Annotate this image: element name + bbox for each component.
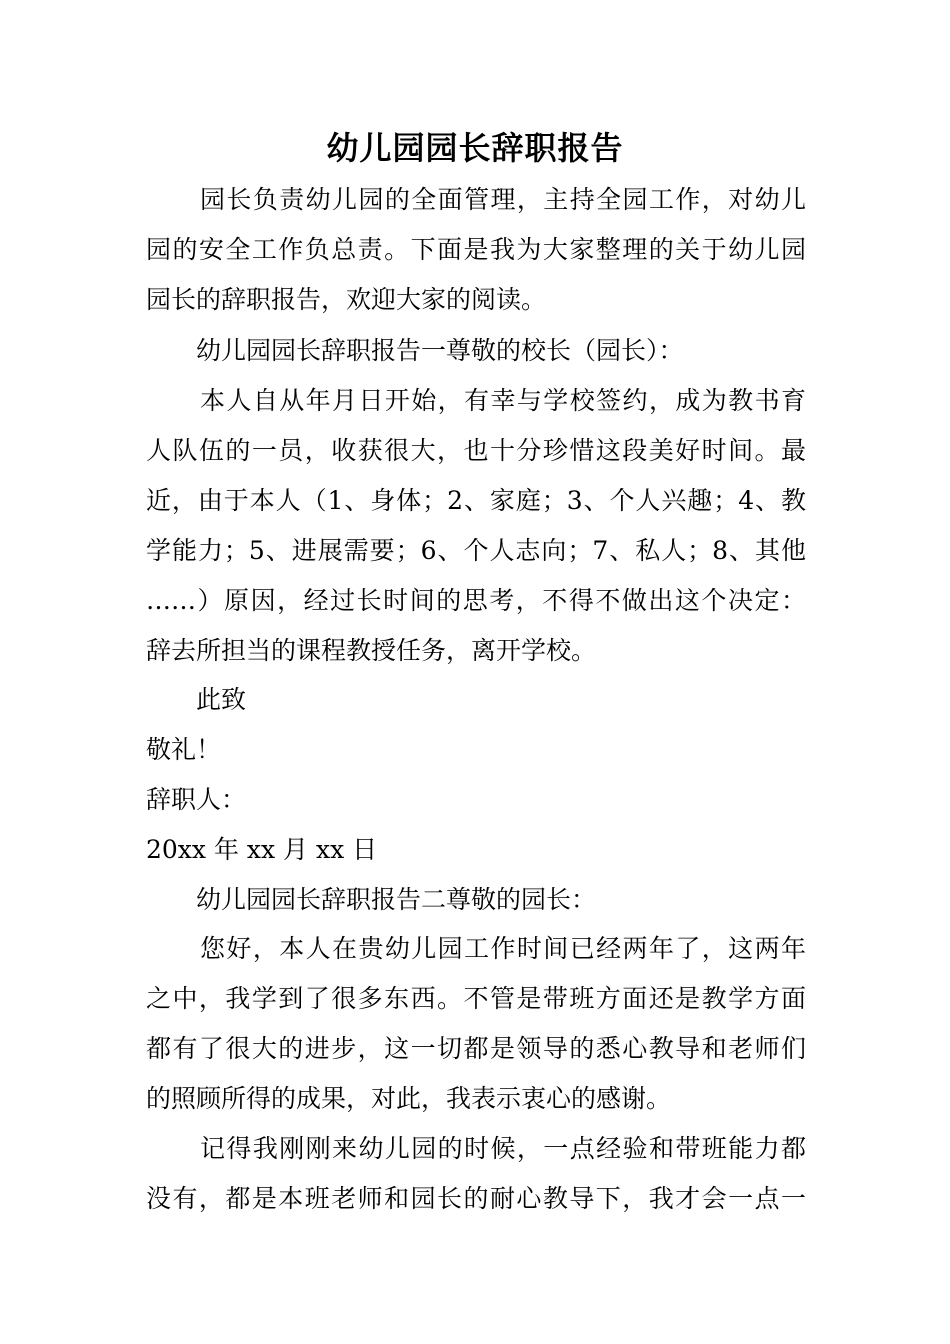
signature-label: 辞职人： <box>146 785 247 814</box>
closing-salutation: 此致 <box>196 685 247 714</box>
date-line: 20xx 年 xx 月 xx 日 <box>146 835 378 864</box>
paragraph-line: 之中，我学到了很多东西。不管是带班方面还是教学方面 <box>146 984 806 1013</box>
paragraph-line: 人队伍的一员，收获很大，也十分珍惜这段美好时间。最 <box>146 436 806 465</box>
paragraph-line: 记得我刚刚来幼儿园的时候，一点经验和带班能力都 <box>200 1134 806 1163</box>
paragraph-line: 的照顾所得的成果，对此，我表示衷心的感谢。 <box>146 1084 672 1113</box>
section-heading: 幼儿园园长辞职报告一尊敬的校长（园长）： <box>196 336 684 365</box>
paragraph-line: 您好，本人在贵幼儿园工作时间已经两年了，这两年 <box>200 934 806 963</box>
closing-respect: 敬礼！ <box>146 735 222 764</box>
document-title: 幼儿园园长辞职报告 <box>326 129 624 167</box>
paragraph-line: 园的安全工作负总责。下面是我为大家整理的关于幼儿园 <box>146 235 806 264</box>
paragraph-line: 园长的辞职报告，欢迎大家的阅读。 <box>146 285 547 314</box>
paragraph-line: ……）原因，经过长时间的思考，不得不做出这个决定： <box>146 586 806 615</box>
paragraph-line: 都有了很大的进步，这一切都是领导的悉心教导和老师们 <box>146 1034 806 1063</box>
paragraph-line: 本人自从年月日开始，有幸与学校签约，成为教书育 <box>200 386 806 415</box>
section-heading: 幼儿园园长辞职报告二尊敬的园长： <box>196 885 597 914</box>
paragraph-line: 辞去所担当的课程教授任务，离开学校。 <box>146 636 597 665</box>
paragraph-line: 园长负责幼儿园的全面管理，主持全园工作，对幼儿 <box>200 185 806 214</box>
paragraph-line: 没有，都是本班老师和园长的耐心教导下，我才会一点一 <box>146 1184 806 1213</box>
paragraph-line: 学能力；5、进展需要；6、个人志向；7、私人；8、其他 <box>146 536 806 565</box>
paragraph-line: 近，由于本人（1、身体；2、家庭；3、个人兴趣；4、教 <box>146 486 806 515</box>
